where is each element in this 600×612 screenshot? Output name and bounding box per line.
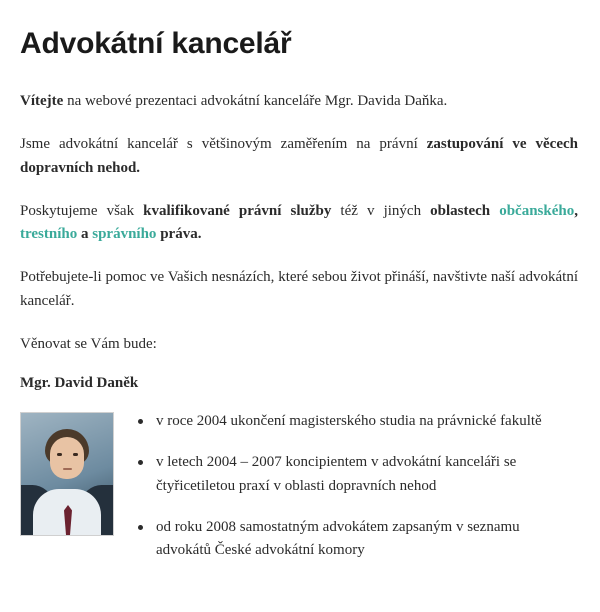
services-lead: Poskytujeme však — [20, 202, 144, 219]
list-item — [138, 451, 578, 498]
paragraph-who — [20, 333, 578, 356]
list-item — [138, 410, 578, 433]
portrait-photo — [20, 412, 114, 536]
paragraph-focus — [20, 133, 578, 180]
eye-left — [57, 453, 62, 456]
link-trestni-pravo[interactable]: trestního — [20, 226, 78, 242]
lawyer-profile — [20, 410, 578, 562]
eye-right — [73, 453, 78, 456]
page-title: Advokátní kancelář — [20, 27, 292, 60]
bullet-icon — [138, 419, 143, 424]
who-text: Věnovat se Vám bude: — [20, 335, 157, 352]
credential-text: v letech 2004 – 2007 koncipientem v advokátní kanceláři se čtyřicetiletou praxí v oblasti dopravních nehod — [156, 454, 517, 494]
intro-rest: na webové prezentaci advokátní kanceláře Mgr. Davida Daňka. — [63, 93, 448, 109]
paragraph-invitation — [20, 266, 578, 313]
invitation-text: Potřebujete-li pomoc ve Vašich nesnázích, které sebou život přináší, navštivte naší advokátní kancelář. — [20, 269, 578, 309]
lawyer-name: Mgr. David Daněk — [20, 375, 139, 391]
services-sep-1: , — [574, 202, 578, 219]
services-mid: též v jiných — [331, 202, 431, 219]
paragraph-services — [20, 200, 578, 247]
services-tail: práva. — [156, 226, 202, 242]
bullet-icon — [138, 460, 143, 465]
link-spravni-pravo[interactable]: správního — [92, 226, 157, 242]
services-emphasis: kvalifikované právní služby — [143, 202, 332, 219]
mouth — [63, 468, 72, 470]
focus-emphasis: zastupování ve věcech dopravních nehod. — [20, 136, 578, 176]
credential-text: od roku 2008 samostatným advokátem zapsaným v seznamu advokátů České advokátní komory — [156, 518, 520, 558]
credential-text: v roce 2004 ukončení magisterského studia na právnické fakultě — [156, 413, 542, 429]
paragraph-intro — [20, 90, 578, 113]
focus-lead: Jsme advokátní kancelář s většinovým zaměřením na právní — [20, 136, 427, 153]
link-obcanske-pravo[interactable]: občanského — [499, 202, 575, 219]
face — [50, 437, 84, 479]
services-sep-2: a — [77, 226, 93, 242]
list-item — [138, 516, 578, 563]
photo-container — [20, 410, 116, 536]
bullet-icon — [138, 525, 143, 530]
intro-greeting: Vítejte — [20, 93, 64, 109]
credentials-list — [116, 410, 578, 562]
services-areas-label: oblastech — [430, 202, 500, 219]
